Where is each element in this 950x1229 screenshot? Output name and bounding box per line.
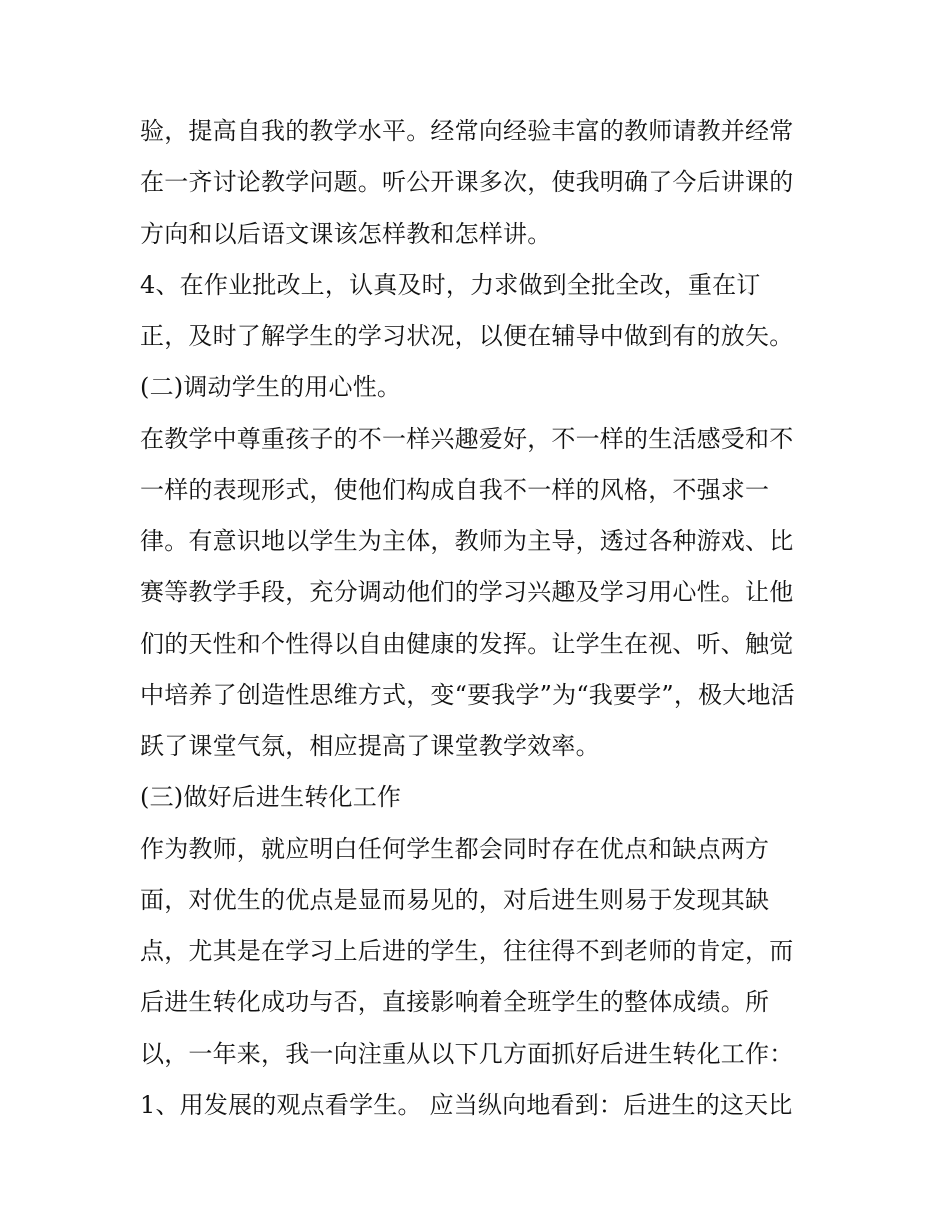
text-line: 正，及时了解学生的学习状况，以便在辅导中做到有的放矢。 bbox=[140, 322, 794, 350]
text-line: 赛等教学手段，充分调动他们的学习兴趣及学习用心性。让他 bbox=[140, 578, 794, 607]
text-line: 律。有意识地以学生为主体，教师为主导，透过各种游戏、比 bbox=[140, 527, 794, 555]
text-line: 一样的表现形式，使他们构成自我不一样的风格，不强求一 bbox=[140, 475, 770, 504]
section-heading: (二)调动学生的用心性。 bbox=[140, 373, 402, 402]
text-line: 跃了课堂气氛，相应提高了课堂教学效率。 bbox=[140, 732, 600, 760]
text-line: 在教学中尊重孩子的不一样兴趣爱好，不一样的生活感受和不 bbox=[140, 424, 794, 453]
text-line: 1、用发展的观点看学生。 应当纵向地看到：后进生的这天比 bbox=[140, 1090, 793, 1119]
text-line: 后进生转化成功与否，直接影响着全班学生的整体成绩。所 bbox=[140, 988, 770, 1017]
section-heading: (三)做好后进生转化工作 bbox=[140, 783, 402, 812]
text-line: 面，对优生的优点是显而易见的，对后进生则易于发现其缺 bbox=[140, 885, 770, 914]
text-line: 点，尤其是在学习上后进的学生，往往得不到老师的肯定，而 bbox=[140, 937, 794, 965]
document-body bbox=[140, 106, 820, 1131]
text-line: 在一齐讨论教学问题。听公开课多次，使我明确了今后讲课的 bbox=[140, 168, 794, 197]
text-line: 验，提高自我的教学水平。经常向经验丰富的教师请教并经常 bbox=[140, 117, 794, 145]
text-line: 中培养了创造性思维方式，变“要我学”为“我要学”，极大地活 bbox=[140, 680, 795, 709]
text-line: 作为教师，就应明白任何学生都会同时存在优点和缺点两方 bbox=[140, 834, 770, 863]
text-line: 们的天性和个性得以自由健康的发挥。让学生在视、听、触觉 bbox=[140, 629, 794, 658]
text-line: 以，一年来，我一向注重从以下几方面抓好后进生转化工作： bbox=[140, 1039, 794, 1068]
text-line: 方向和以后语文课该怎样教和怎样讲。 bbox=[140, 219, 552, 248]
text-line: 4、在作业批改上，认真及时，力求做到全批全改，重在订 bbox=[140, 270, 761, 299]
